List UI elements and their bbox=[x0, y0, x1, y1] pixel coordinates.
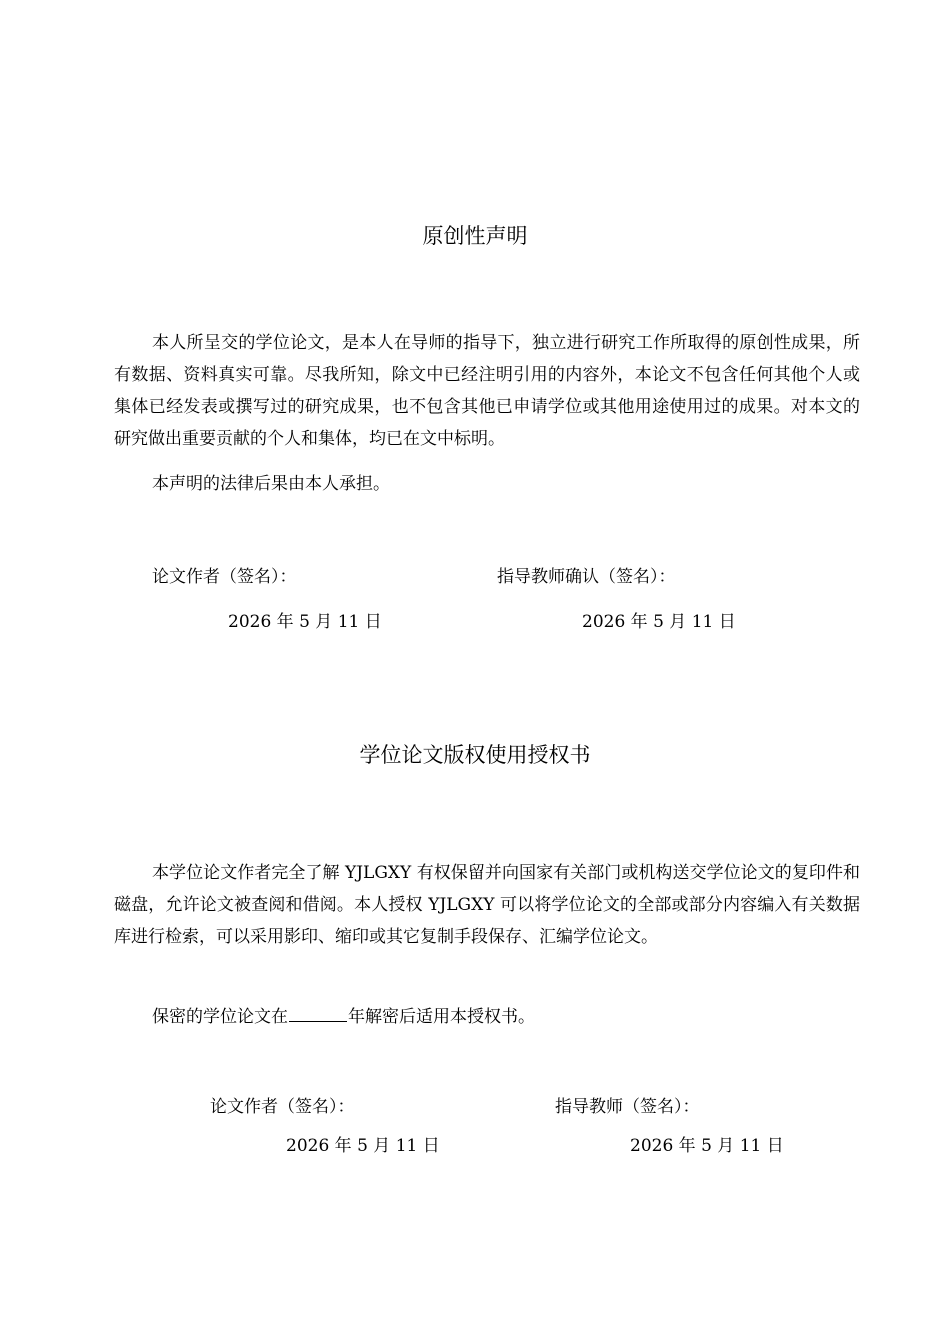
authorization-author-date: 2026 年 5 月 11 日 bbox=[286, 1136, 440, 1156]
authorization-advisor-sign-label: 指导教师（签名）： bbox=[555, 1097, 700, 1117]
declaration-paragraph: 本人所呈交的学位论文，是本人在导师的指导下，独立进行研究工作所取得的原创性成果，所有数据、资料真实可靠。尽我所知，除文中已经注明引用的内容外，本论文不包含任何其他个人或集体已经发表或撰写过的研究成果，也不包含其他已申请学位或其他用途使用过的成果。对本文的研究做出重要贡献的个人和集体，均已在文中标明。 bbox=[114, 333, 860, 449]
confidential-suffix: 年解密后适用本授权书。 bbox=[348, 1007, 535, 1027]
confidential-clause bbox=[152, 1002, 535, 1027]
declaration-title: 原创性声明 bbox=[422, 224, 528, 248]
authorization-title: 学位论文版权使用授权书 bbox=[359, 743, 591, 767]
authorization-advisor-date: 2026 年 5 月 11 日 bbox=[630, 1136, 784, 1156]
authorization-author-sign-label: 论文作者（签名）： bbox=[210, 1097, 355, 1117]
declaration-advisor-date: 2026 年 5 月 11 日 bbox=[582, 612, 736, 632]
declaration-author-date: 2026 年 5 月 11 日 bbox=[228, 612, 382, 632]
declaration-liability-paragraph: 本声明的法律后果由本人承担。 bbox=[152, 474, 390, 494]
year-blank-field[interactable] bbox=[289, 1006, 347, 1022]
declaration-author-sign-label: 论文作者（签名）： bbox=[152, 567, 297, 587]
authorization-paragraph: 本学位论文作者完全了解 YJLGXY 有权保留并向国家有关部门或机构送交学位论文的复印件和磁盘，允许论文被查阅和借阅。本人授权 YJLGXY 可以将学位论文的全部或部分内容编入有关数据库进行检索，可以采用影印、缩印或其它复制手段保存、汇编学位论文。 bbox=[114, 863, 860, 947]
declaration-advisor-sign-label: 指导教师确认（签名）： bbox=[497, 567, 676, 587]
confidential-prefix: 保密的学位论文在 bbox=[152, 1007, 288, 1027]
